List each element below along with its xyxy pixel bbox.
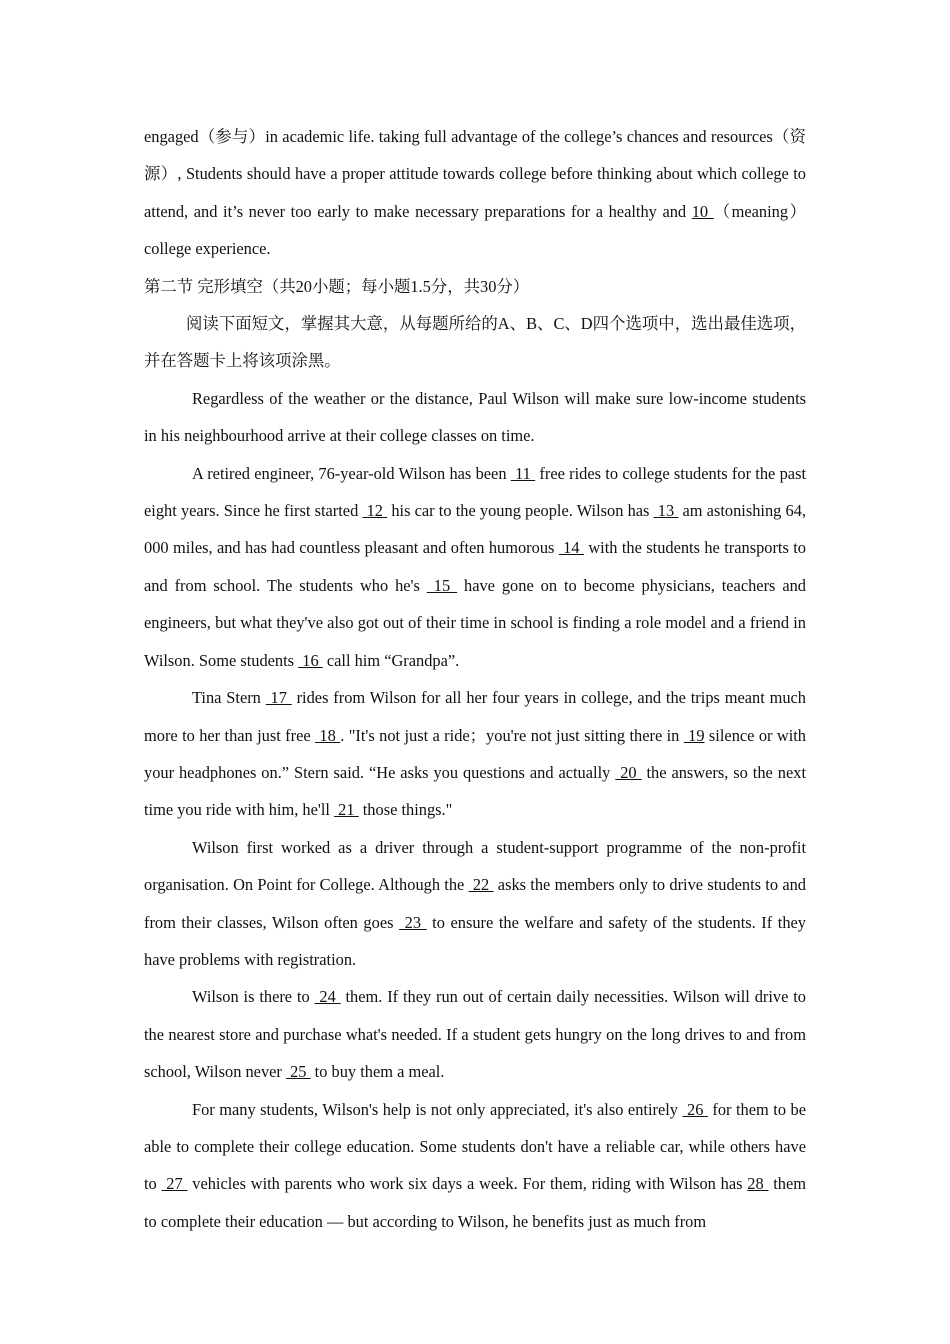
passage-paragraph-5: Wilson is there to 24 them. If they run out of certain daily necessities. Wilson will drive to the nearest store and purchase what's needed. If a student gets hungry on the long drives to and from school, Wilson never 25 to buy them a meal. (144, 987, 806, 1082)
blank-13: 13 (653, 501, 679, 521)
blank-22: 22 (468, 875, 494, 895)
blank-24: 24 (314, 987, 341, 1007)
intro-text: engaged（参与）in academic life. taking full advantage of the college’s chances and resources（资源）, Students should have a proper attitude towards college before thinking about which college to attend, and it’s never too early to make necessary preparations for a healthy and (144, 127, 806, 221)
passage-paragraph-3: Tina Stern 17 rides from Wilson for all her four years in college, and the trips meant much more to her than just free 18 . "It's not just a ride；you're not just sitting there in 19 silence or with your headphones on.” Stern said. “He asks you questions and actually 20 the answers, so the next time you ride with him, he'll 21 those things." (144, 688, 807, 820)
passage-paragraph-4: Wilson first worked as a driver through a student-support programme of the non-profit organisation. On Point for College. Although the 22 asks the members only to drive students to and from their classes, Wilson often goes 23 to ensure the welfare and safety of the students. If they have problems with registration. (144, 837, 807, 969)
blank-17: 17 (265, 688, 292, 708)
intro-text-end: （meaning）college experience. (144, 201, 806, 259)
blank-10: 10 (691, 201, 714, 221)
passage-paragraph-2: A retired engineer, 76-year-old Wilson has been 11 free rides to college students for the past eight years. Since he first started 12 his car to the young people. Wilson has 13 am astonishing 64, 000 miles, and has had countless pleasant and often humorous 14 with the students he transports to and from school. The students who he's 15 have gone on to become physicians, teachers and engineers, but what they've also got out of their time in school is finding a role model and a friend in Wilson. Some students 16 call him “Grandpa”. (144, 463, 807, 670)
blank-27: 27 (161, 1174, 188, 1194)
blank-20: 20 (615, 762, 642, 782)
section-instruction: 阅读下面短文，掌握其大意，从每题所给的A、B、C、D四个选项中，选出最佳选项，并在答题卡上将该项涂黑。 (144, 314, 806, 371)
passage-paragraph-6: For many students, Wilson's help is not only appreciated, it's also entirely 26 for them to be able to complete their college education. Some students don't have a reliable car, while others have to 27 vehicles with parents who work six days a week. For them, riding with Wilson has 28 them to complete their education — but according to Wilson, he benefits just as much from (144, 1099, 807, 1231)
intro-paragraph (144, 118, 806, 268)
blank-19: 19 (683, 725, 705, 745)
blank-11: 11 (510, 463, 536, 483)
blank-23: 23 (399, 912, 427, 932)
document-body (144, 118, 806, 1240)
blank-28: 28 (747, 1174, 769, 1194)
passage-paragraph-1: Regardless of the weather or the distance, Paul Wilson will make sure low-income students in his neighbourhood arrive at their college classes on time. (144, 388, 806, 446)
blank-15: 15 (426, 575, 458, 595)
blank-16: 16 (298, 650, 323, 670)
section-heading: 第二节 完形填空（共20小题；每小题1.5分，共30分） (144, 276, 530, 296)
blank-12: 12 (362, 501, 388, 521)
blank-18: 18 (315, 725, 341, 745)
blank-25: 25 (285, 1062, 311, 1082)
blank-14: 14 (558, 538, 584, 558)
blank-21: 21 (334, 800, 359, 820)
blank-26: 26 (682, 1099, 708, 1119)
